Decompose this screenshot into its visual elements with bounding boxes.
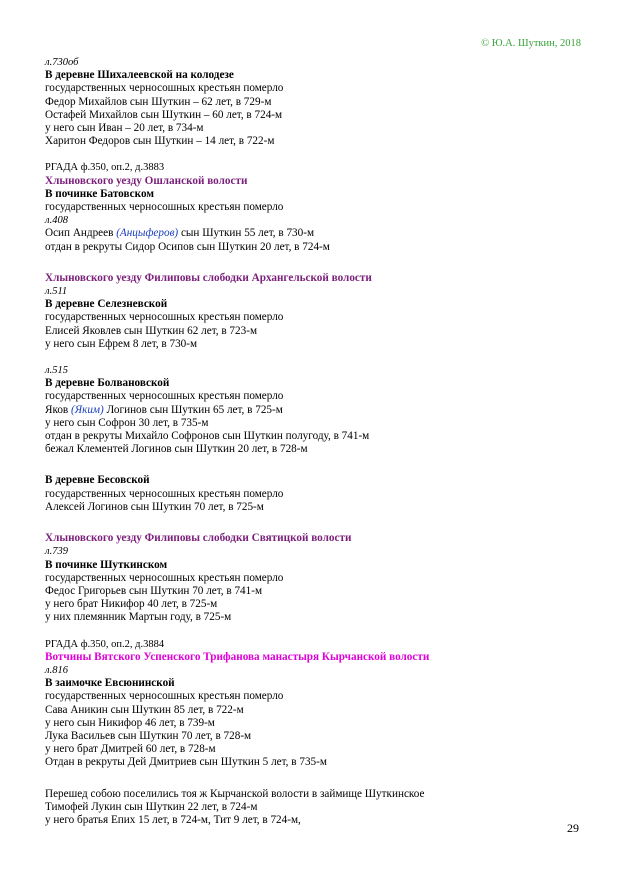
record-line: Елисей Яковлев сын Шуткин 62 лет, в 723-м (45, 324, 258, 337)
record-line: Харитон Федоров сын Шуткин – 14 лет, в 722-м (45, 135, 275, 148)
archive-reference: РГАДА ф.350, оп.2, д.3884 (45, 638, 165, 650)
copyright-notice: © Ю.А. Шуткин, 2018 (481, 38, 581, 49)
record-line: Лука Васильев сын Шуткин 70 лет, в 728-м (45, 729, 252, 742)
region-heading: Хлыновского уезду Филиповы слободки Святицкой волости (45, 532, 352, 545)
leaf-reference: л.515 (45, 365, 68, 377)
record-line: Остафей Михайлов сын Шуткин – 60 лет, в 724-м (45, 108, 283, 121)
record-line: Федор Михайлов сын Шуткин – 62 лет, в 729-м (45, 95, 272, 108)
record-line: отдан в рекруты Михайло Софронов сын Шуткин полугоду, в 741-м (45, 430, 370, 443)
record-text: Осип Андреев (45, 227, 117, 240)
leaf-reference: л.730об (45, 57, 79, 68)
record-line: у него сын Софрон 30 лет, в 735-м (45, 416, 209, 429)
record-line: государственных черносошных крестьян померло (45, 571, 284, 584)
leaf-reference: л.739 (45, 546, 68, 558)
settlement-heading: В деревне Шихалеевской на колодезе (45, 69, 234, 82)
region-heading: Вотчины Вятского Успенского Трифанова манастыря Кырчанской волости (45, 650, 430, 663)
record-text: Логинов сын Шуткин 65 лет, в 725-м (103, 403, 283, 416)
record-line: бежал Клементей Логинов сын Шуткин 20 лет, в 728-м (45, 443, 308, 456)
record-block (45, 638, 585, 770)
page-number: 29 (567, 820, 579, 835)
leaf-reference: л.816 (45, 664, 68, 676)
record-line: государственных черносошных крестьян померло (45, 311, 284, 324)
record-line (45, 227, 585, 240)
record-line: государственных черносошных крестьян померло (45, 82, 284, 95)
settlement-heading: В починке Батовском (45, 187, 154, 200)
record-block (45, 56, 585, 148)
record-line: у него сын Иван – 20 лет, в 734-м (45, 122, 204, 135)
record-line: Перешед собою поселились тоя ж Кырчанской волости в займище Шуткинское (45, 787, 425, 800)
record-block (45, 161, 585, 253)
document-body (45, 56, 585, 827)
settlement-heading: В деревне Болвановской (45, 377, 170, 390)
record-line: Алексей Логинов сын Шуткин 70 лет, в 725-м (45, 500, 264, 513)
leaf-reference: л.511 (45, 286, 68, 298)
record-line (45, 404, 585, 417)
settlement-heading: В деревне Селезневской (45, 298, 168, 311)
region-heading: Хлыновского уезду Филиповы слободки Архангельской волости (45, 271, 372, 284)
record-block (45, 788, 585, 828)
record-block (45, 474, 585, 514)
settlement-heading: В деревне Бесовской (45, 474, 150, 487)
record-line: у него сын Ефрем 8 лет, в 730-м (45, 337, 198, 350)
record-line: Отдан в рекруты Дей Дмитриев сын Шуткин 5 лет, в 735-м (45, 756, 327, 769)
record-line: государственных черносошных крестьян померло (45, 487, 284, 500)
record-line: отдан в рекруты Сидор Осипов сын Шуткин 20 лет, в 724-м (45, 240, 330, 253)
settlement-heading: В заимочке Евсюнинской (45, 677, 175, 690)
record-block (45, 272, 585, 351)
record-line: у него братья Епих 15 лет, в 724-м, Тит 9 лет, в 724-м, (45, 813, 301, 826)
settlement-heading: В починке Шуткинском (45, 558, 168, 571)
record-line: у него брат Дмитрей 60 лет, в 728-м (45, 743, 216, 756)
record-block (45, 364, 585, 456)
record-line: государственных черносошных крестьян померло (45, 201, 284, 214)
record-text: сын Шуткин 55 лет, в 730-м (178, 227, 315, 240)
record-line: у него брат Никифор 40 лет, в 725-м (45, 598, 218, 611)
record-line: Тимофей Лукин сын Шуткин 22 лет, в 724-м (45, 800, 258, 813)
record-text: Яков (45, 403, 72, 416)
name-variant: (Яким) (71, 403, 104, 416)
region-heading: Хлыновского уезду Ошланской волости (45, 174, 248, 187)
record-block (45, 532, 585, 624)
record-line: у них племянник Мартын году, в 725-м (45, 611, 232, 624)
record-line: государственных черносошных крестьян померло (45, 690, 284, 703)
record-line: Сава Аникин сын Шуткин 85 лет, в 722-м (45, 703, 244, 716)
record-line: у него сын Никифор 46 лет, в 739-м (45, 716, 215, 729)
record-line: Федос Григорьев сын Шуткин 70 лет, в 741-м (45, 584, 263, 597)
leaf-reference: л.408 (45, 215, 68, 227)
name-variant: (Анцыферов) (116, 227, 179, 240)
archive-reference: РГАДА ф.350, оп.2, д.3883 (45, 162, 165, 174)
record-line: государственных черносошных крестьян померло (45, 390, 284, 403)
